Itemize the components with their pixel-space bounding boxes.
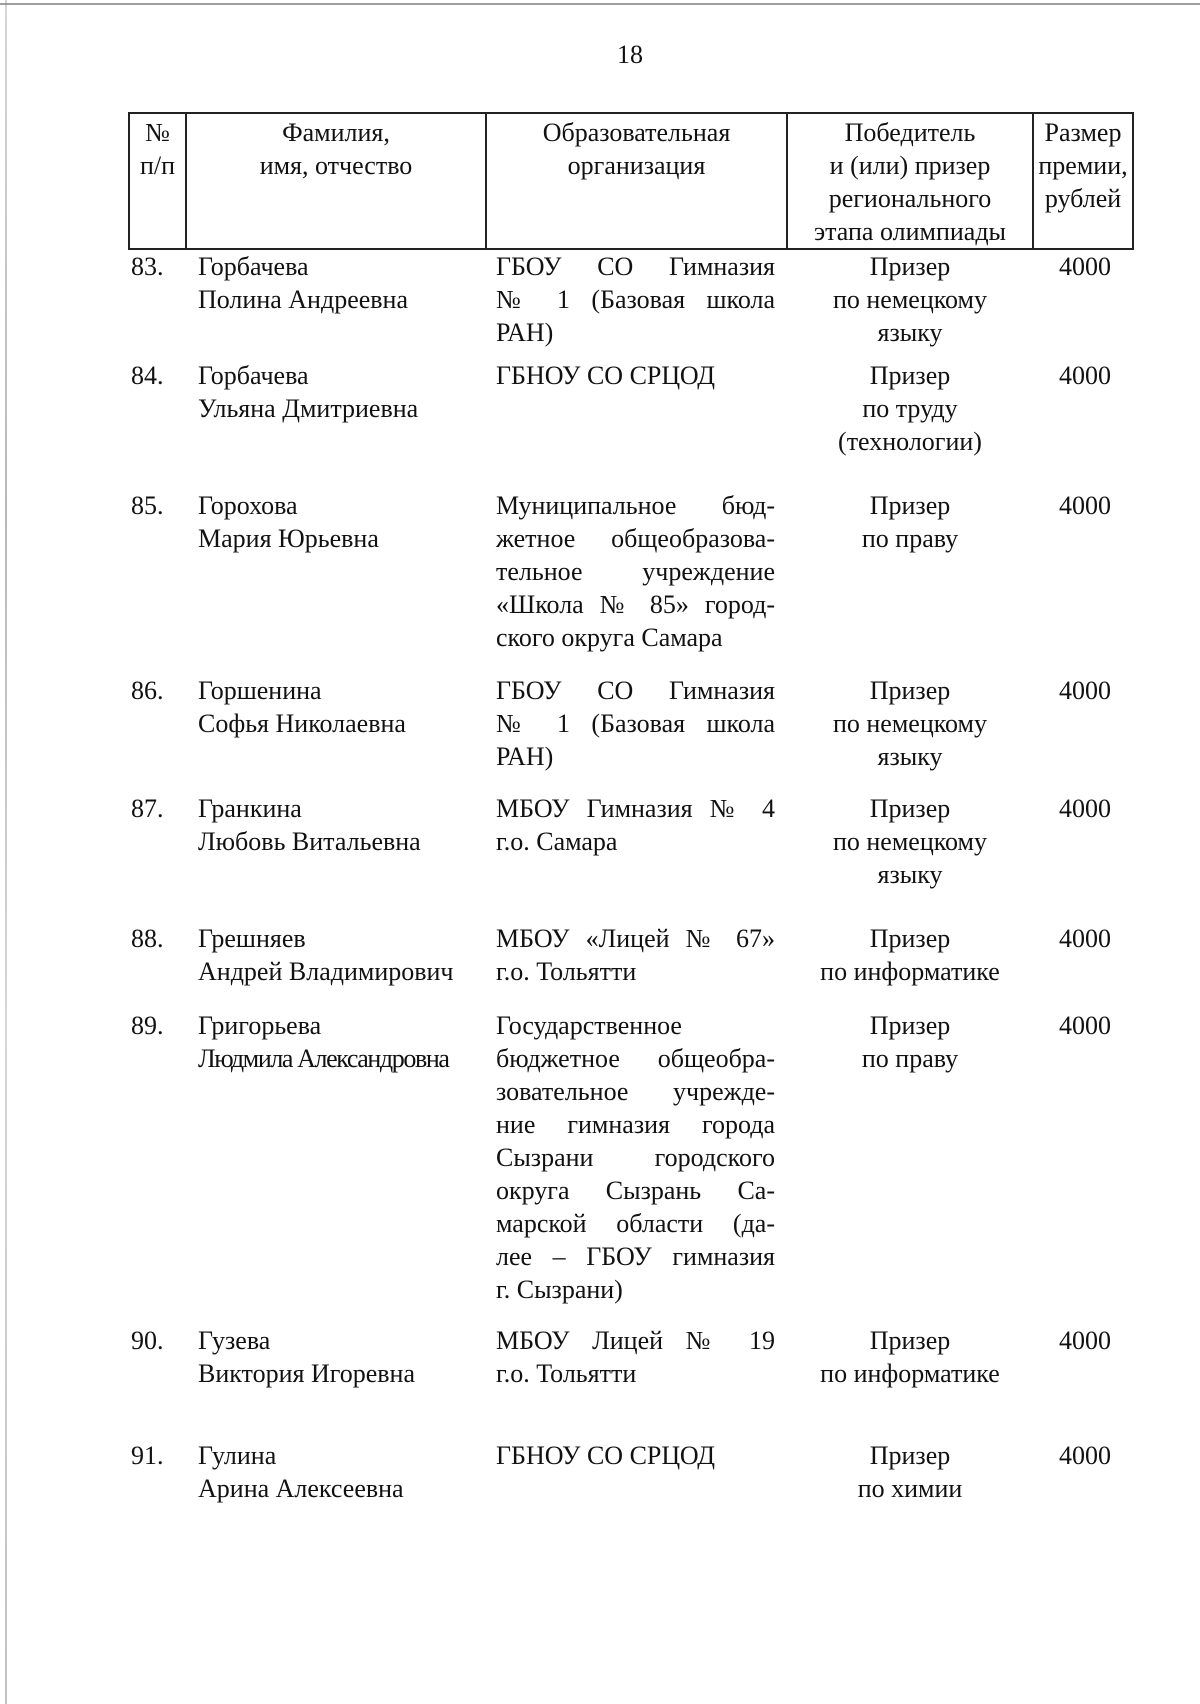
table-header xyxy=(129,113,1133,249)
row-name: Григорьева Людмила Александровна xyxy=(198,1011,449,1073)
row-prize: Призер по немецкому языку xyxy=(832,252,988,347)
row-amount: 4000 xyxy=(1059,361,1111,390)
row-num: 87. xyxy=(131,794,164,823)
row-num: 88. xyxy=(131,924,164,953)
header-prize: Победитель и (или) призер регионального этапа олимпиады xyxy=(787,113,1033,249)
header-name: Фамилия, имя, отчество xyxy=(186,113,486,249)
row-prize: Призер по праву xyxy=(861,1011,959,1073)
row-num: 86. xyxy=(131,676,164,705)
table-row xyxy=(129,1439,1133,1519)
row-name: Гранкина Любовь Витальевна xyxy=(198,794,421,856)
row-amount: 4000 xyxy=(1059,252,1111,281)
row-name: Горбачева Полина Андреевна xyxy=(198,252,409,314)
header-num: № п/п xyxy=(129,113,186,249)
table-row xyxy=(129,674,1133,792)
row-amount: 4000 xyxy=(1059,794,1111,823)
row-amount: 4000 xyxy=(1059,1441,1111,1470)
scan-edge-left xyxy=(5,0,7,1704)
row-prize: Призер по немецкому языку xyxy=(832,676,988,771)
table-row xyxy=(129,922,1133,1009)
row-num: 90. xyxy=(131,1326,164,1355)
row-num: 89. xyxy=(131,1011,164,1040)
awardees-table xyxy=(128,112,1134,1519)
row-amount: 4000 xyxy=(1059,491,1111,520)
row-org: ГБОУ СО Гимназия № 1 (Базовая школа РАН) xyxy=(496,676,775,771)
row-org: МБОУ «Лицей № 67» г.о. Тольятти xyxy=(496,924,775,986)
row-org: ГБНОУ СО СРЦОД xyxy=(496,361,716,390)
row-prize: Призер по химии xyxy=(857,1441,963,1503)
row-name: Гузева Виктория Игоревна xyxy=(198,1326,416,1388)
table-body xyxy=(129,249,1133,1519)
page-number: 18 xyxy=(617,40,643,69)
row-num: 91. xyxy=(131,1441,164,1470)
row-amount: 4000 xyxy=(1059,1326,1111,1355)
row-amount: 4000 xyxy=(1059,676,1111,705)
table-row xyxy=(129,249,1133,359)
row-amount: 4000 xyxy=(1059,1011,1111,1040)
row-org: ГБОУ СО Гимназия № 1 (Базовая школа РАН) xyxy=(496,252,775,347)
row-num: 84. xyxy=(131,361,164,390)
row-org: МБОУ Гимназия № 4 г.о. Самара xyxy=(496,794,775,856)
scan-edge-top xyxy=(0,3,1200,5)
row-org: Государственное бюджетное общеобра- зовательное учрежде- ние гимназия города Сызрани городского округа Сызрань Са- марской области (да- лее – ГБОУ гимназия г. Сызрани) xyxy=(496,1011,775,1304)
row-num: 83. xyxy=(131,252,164,281)
row-org: Муниципальное бюд- жетное общеобразова- тельное учреждение «Школа № 85» город- ского округа Самара xyxy=(496,491,775,652)
row-amount: 4000 xyxy=(1059,924,1111,953)
row-org: ГБНОУ СО СРЦОД xyxy=(496,1441,716,1470)
table-row xyxy=(129,792,1133,922)
table-row xyxy=(129,359,1133,489)
row-prize: Призер по информатике xyxy=(820,924,1000,986)
row-org: МБОУ Лицей № 19 г.о. Тольятти xyxy=(496,1326,775,1388)
row-prize: Призер по труду (технологии) xyxy=(838,361,982,456)
header-amount: Размер премии, рублей xyxy=(1033,113,1133,249)
row-name: Горбачева Ульяна Дмитриевна xyxy=(198,361,419,423)
table-row xyxy=(129,1324,1133,1439)
row-name: Горохова Мария Юрьевна xyxy=(198,491,379,553)
header-org: Образовательная организация xyxy=(486,113,787,249)
row-prize: Призер по немецкому языку xyxy=(832,794,988,889)
row-prize: Призер по праву xyxy=(861,491,959,553)
table-row xyxy=(129,489,1133,674)
row-name: Грешняев Андрей Владимирович xyxy=(198,924,454,986)
row-num: 85. xyxy=(131,491,164,520)
row-prize: Призер по информатике xyxy=(820,1326,1000,1388)
row-name: Гулина Арина Алексеевна xyxy=(198,1441,404,1503)
table-row xyxy=(129,1009,1133,1324)
row-name: Горшенина Софья Николаевна xyxy=(198,676,406,738)
